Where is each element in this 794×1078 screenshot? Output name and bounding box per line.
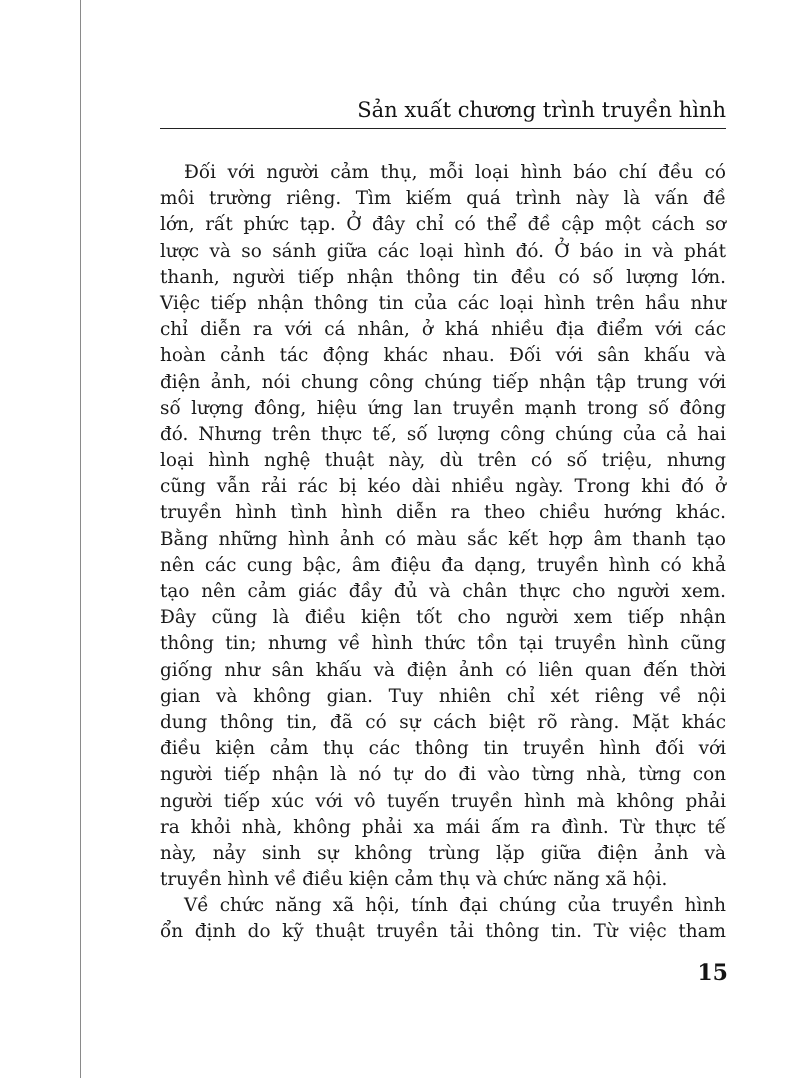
page-number: 15 (697, 960, 728, 986)
text-line: Việc tiếp nhận thông tin của các loại hình trên hầu như (160, 292, 726, 314)
text-line: hoàn cảnh tác động khác nhau. Đối với sân khấu và (160, 345, 726, 367)
text-line: điện ảnh, nói chung công chúng tiếp nhận tập trung với (160, 371, 726, 393)
text-line: lược và so sánh giữa các loại hình đó. Ở báo in và phát (160, 240, 726, 262)
body-text (160, 160, 726, 946)
text-line: ổn định do kỹ thuật truyền tải thông tin. Từ việc tham (160, 921, 726, 943)
text-line: người tiếp xúc với vô tuyến truyền hình mà không phải (160, 790, 726, 812)
text-line: nên các cung bậc, âm điệu đa dạng, truyền hình có khả (160, 554, 726, 576)
text-line: chỉ diễn ra với cá nhân, ở khá nhiều địa điểm với các (160, 319, 726, 341)
text-line: giống như sân khấu và điện ảnh có liên quan đến thời (160, 659, 726, 681)
text-line: gian và không gian. Tuy nhiên chỉ xét riêng về nội (160, 685, 726, 707)
text-line: Bằng những hình ảnh có màu sắc kết hợp âm thanh tạo (160, 528, 726, 550)
text-line: tạo nên cảm giác đầy đủ và chân thực cho người xem. (160, 581, 726, 602)
text-line: số lượng đông, hiệu ứng lan truyền mạnh trong số đông (160, 397, 726, 419)
text-line: người tiếp nhận là nó tự do đi vào từng nhà, từng con (160, 764, 726, 786)
text-line: thông tin; nhưng về hình thức tồn tại truyền hình cũng (160, 633, 726, 655)
text-line: truyền hình về điều kiện cảm thụ và chức năng xã hội. (160, 869, 668, 891)
text-line: đó. Nhưng trên thực tế, số lượng công chúng của cả hai (160, 423, 726, 445)
text-line: dung thông tin, đã có sự cách biệt rõ ràng. Mặt khác (160, 711, 726, 733)
running-header: Sản xuất chương trình truyền hình (357, 98, 726, 122)
text-line: thanh, người tiếp nhận thông tin đều có số lượng lớn. (160, 266, 726, 288)
text-line: lớn, rất phức tạp. Ở đây chỉ có thể đề cập một cách sơ (160, 214, 726, 236)
text-line: này, nảy sinh sự không trùng lặp giữa điện ảnh và (160, 842, 726, 864)
text-line: Đối với người cảm thụ, mỗi loại hình báo chí đều có (184, 162, 726, 183)
text-line: Về chức năng xã hội, tính đại chúng của truyền hình (184, 895, 726, 917)
text-line: Đây cũng là điều kiện tốt cho người xem tiếp nhận (160, 607, 726, 629)
text-line: cũng vẫn rải rác bị kéo dài nhiều ngày. Trong khi đó ở (160, 476, 726, 498)
binding-edge-line (80, 0, 81, 1078)
text-line: điều kiện cảm thụ các thông tin truyền hình đối với (160, 738, 726, 760)
text-line: ra khỏi nhà, không phải xa mái ấm ra đình. Từ thực tế (160, 816, 726, 838)
text-line: truyền hình tình hình diễn ra theo chiều hướng khác. (160, 502, 726, 524)
text-line: loại hình nghệ thuật này, dù trên có số triệu, nhưng (160, 450, 726, 472)
header-rule (160, 128, 726, 129)
text-line: môi trường riêng. Tìm kiếm quá trình này là vấn đề (160, 188, 726, 210)
